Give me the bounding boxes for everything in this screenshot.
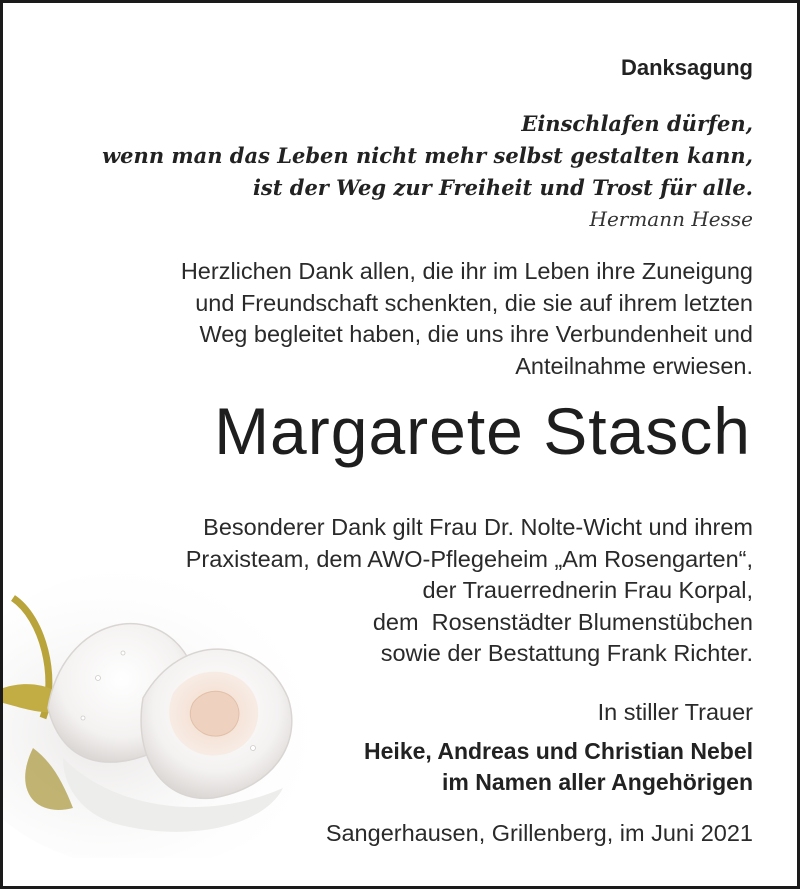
deceased-name: Margarete Stasch — [214, 394, 751, 468]
special-thanks-line: Besonderer Dank gilt Frau Dr. Nolte-Wicht und ihrem — [203, 514, 753, 540]
special-thanks-line: Praxisteam, dem AWO-Pflegeheim „Am Rosengarten“, — [185, 545, 753, 572]
special-thanks-line: der Trauerrednerin Frau Korpal, — [422, 577, 753, 603]
thanks-line: und Freundschaft schenkten, die sie auf ihrem letzten — [195, 289, 753, 316]
quote-line: Einschlafen dürfen, — [521, 111, 753, 136]
place-and-date: Sangerhausen, Grillenberg, im Juni 2021 — [325, 820, 753, 846]
thanks-line: Anteilnahme erwiesen. — [515, 352, 753, 379]
special-thanks-line: dem Rosenstädter Blumenstübchen — [372, 608, 753, 635]
thanks-paragraph — [181, 256, 753, 382]
special-thanks-paragraph — [186, 512, 753, 670]
thanks-line: Herzlichen Dank allen, die ihr im Leben ihre Zuneigung — [180, 258, 753, 284]
signers-block — [364, 736, 753, 798]
mourning-phrase: In stiller Trauer — [597, 699, 753, 725]
quote-line: ist der Weg zur Freiheit und Trost für alle. — [252, 175, 753, 200]
quote-block — [102, 108, 753, 234]
signer-line: Heike, Andreas und Christian Nebel — [364, 738, 753, 764]
signer-line: im Namen aller Angehörigen — [442, 769, 753, 795]
notice-heading: Danksagung — [620, 55, 753, 80]
special-thanks-line: sowie der Bestattung Frank Richter. — [380, 640, 753, 666]
thanks-line: Weg begleitet haben, die uns ihre Verbundenheit und — [199, 321, 753, 347]
quote-author: Hermann Hesse — [589, 207, 753, 231]
quote-line: wenn man das Leben nicht mehr selbst gestalten kann, — [102, 143, 753, 168]
